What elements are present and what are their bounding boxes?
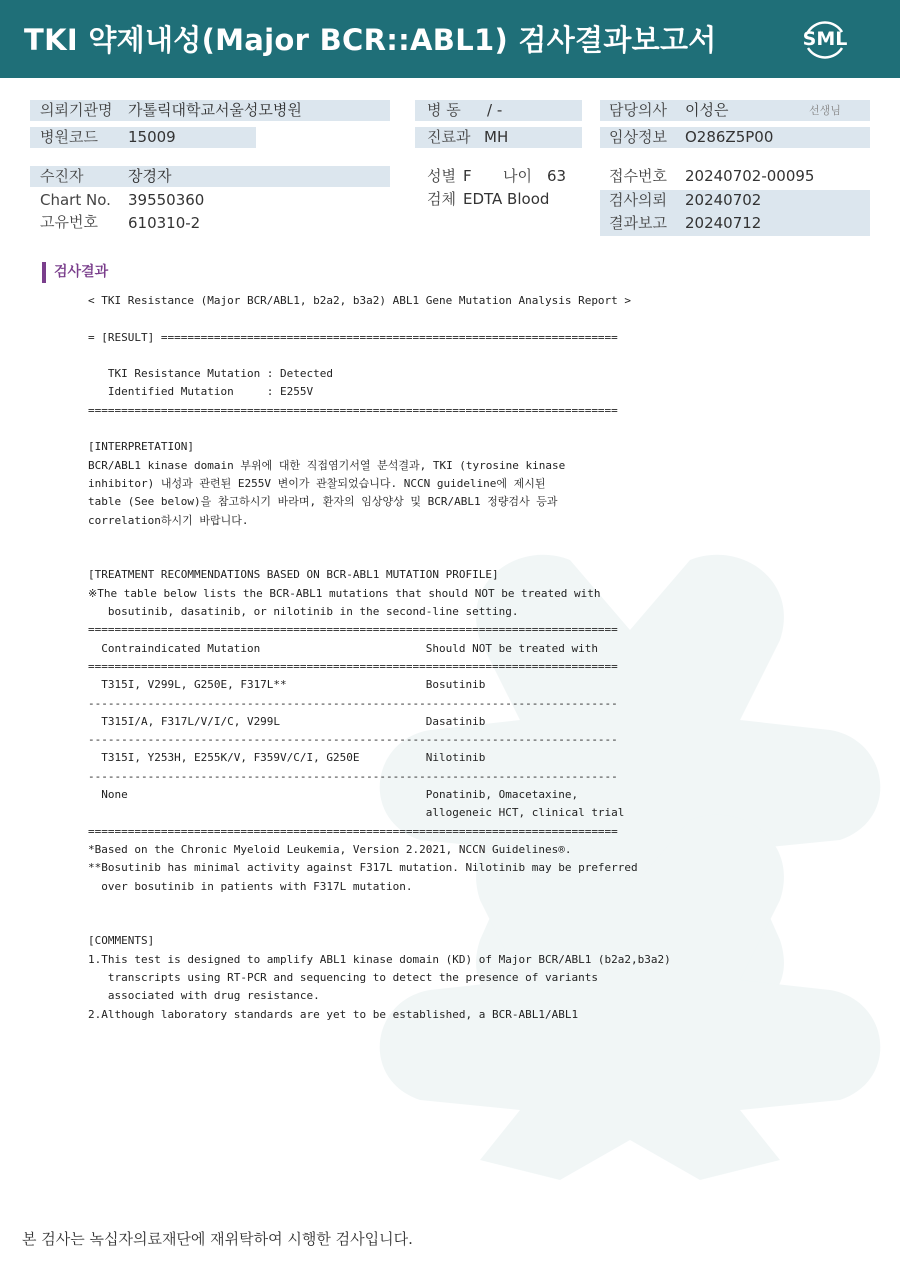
clinical-value: O286Z5P00 [685,128,774,146]
specimen-value: EDTA Blood [463,190,550,208]
clinical-label: 임상정보 [609,128,667,146]
report-title: TKI 약제내성(Major BCR::ABL1) 검사결과보고서 [24,23,717,57]
report-line: TKI Resistance Mutation : Detected [88,367,334,381]
report-line: *Based on the Chronic Myeloid Leukemia, Version 2.2021, NCCN Guidelines®. [88,842,572,856]
report-line: [INTERPRETATION] [88,440,194,454]
report-date-label: 결과보고 [609,214,667,232]
logo-text: SML [802,28,848,50]
footer-note: 본 검사는 녹십자의료재단에 재위탁하여 시행한 검사입니다. [22,1230,413,1248]
report-line: correlation하시기 바랍니다. [88,513,249,527]
report-line: -------------------------------------------------------------------------------- [88,696,618,710]
chart-label: Chart No. [40,191,111,209]
report-line: Contraindicated Mutation Should NOT be treated with [88,641,598,655]
report-line: T315I/A, F317L/V/I/C, V299L Dasatinib [88,714,486,728]
report-line: table (See below)을 참고하시기 바라며, 환자의 임상양상 및 BCR/ABL1 정량검사 등과 [88,495,558,509]
header-bar [0,0,900,78]
report-line [88,548,671,566]
receipt-label: 접수번호 [609,167,667,185]
report-line: T315I, V299L, G250E, F317L** Bosutinib [88,678,486,692]
request-value: 20240702 [685,191,762,209]
report-line: transcripts using RT-PCR and sequencing to detect the presence of variants [88,970,598,984]
unique-value: 610310-2 [128,214,201,232]
report-line: 2.Although laboratory standards are yet to be established, a BCR-ABL1/ABL1 [88,1007,579,1021]
report-line [88,420,671,438]
hospital-value: 가톨릭대학교서울성모병원 [128,101,302,119]
unique-label: 고유번호 [40,213,98,231]
report-line [88,530,671,548]
report-line [88,896,671,914]
patient-row-bg [30,166,390,187]
hospital-label: 의뢰기관명 [40,101,113,119]
report-line [88,347,671,365]
report-line: None Ponatinib, Omacetaxine, [88,788,579,802]
patient-label: 수진자 [40,167,84,185]
report-line: -------------------------------------------------------------------------------- [88,769,618,783]
report-line: inhibitor) 내성과 관련된 E255V 변이가 관찰되었습니다. NCCN guideline에 제시된 [88,476,546,490]
dept-value: MH [484,128,509,146]
report-line: ================================================================================ [88,824,618,838]
report-line: BCR/ABL1 kinase domain 부위에 대한 직접염기서열 분석결과, TKI (tyrosine kinase [88,458,566,472]
report-line: T315I, Y253H, E255K/V, F359V/C/I, G250E Nilotinib [88,751,486,765]
report-line: ================================================================================ [88,659,618,673]
report-line: ================================================================================ [88,623,618,637]
report-line [88,914,671,932]
code-value: 15009 [128,128,176,146]
request-label: 검사의뢰 [609,191,667,209]
patient-value: 장경자 [128,167,172,185]
report-line: **Bosutinib has minimal activity against F317L mutation. Nilotinib may be preferred [88,861,638,875]
report-line: < TKI Resistance (Major BCR/ABL1, b2a2, b3a2) ABL1 Gene Mutation Analysis Report > [88,294,632,307]
report-line: [COMMENTS] [88,934,155,948]
doctor-suffix: 선생님 [809,104,841,117]
report-line: allogeneic HCT, clinical trial [88,806,625,820]
sex-value: F [463,167,472,185]
age-value: 63 [547,167,567,185]
specimen-label: 검체 [427,190,456,208]
receipt-value: 20240702-00095 [685,167,815,185]
ward-value: / - [487,101,503,119]
doctor-label: 담당의사 [609,101,667,119]
code-label: 병원코드 [40,128,98,146]
dept-label: 진료과 [427,128,471,146]
report-line: -------------------------------------------------------------------------------- [88,733,618,747]
report-line: ================================================================================ [88,403,618,417]
report-line: = [RESULT] ===================================================================== [88,330,618,344]
report-line: 1.This test is designed to amplify ABL1 kinase domain (KD) of Major BCR/ABL1 (b2a2,b3a2) [88,952,671,966]
report-body [88,292,671,1024]
report-date-value: 20240712 [685,214,762,232]
report-line: over bosutinib in patients with F317L mutation. [88,879,413,893]
report-line: [TREATMENT RECOMMENDATIONS BASED ON BCR-ABL1 MUTATION PROFILE] [88,568,499,582]
chart-value: 39550360 [128,191,205,209]
report-line [88,310,671,328]
report-line: ※The table below lists the BCR-ABL1 mutations that should NOT be treated with [88,586,601,600]
doctor-value: 이성은 [685,101,729,119]
section-title: 검사결과 [42,262,108,283]
report-line: Identified Mutation : E255V [88,385,314,399]
ward-label: 병 동 [427,101,461,119]
age-label: 나이 [503,167,532,185]
report-line: bosutinib, dasatinib, or nilotinib in the second-line setting. [88,605,519,619]
sml-logo [800,14,850,64]
sex-label: 성별 [427,167,456,185]
report-line: associated with drug resistance. [88,989,320,1003]
